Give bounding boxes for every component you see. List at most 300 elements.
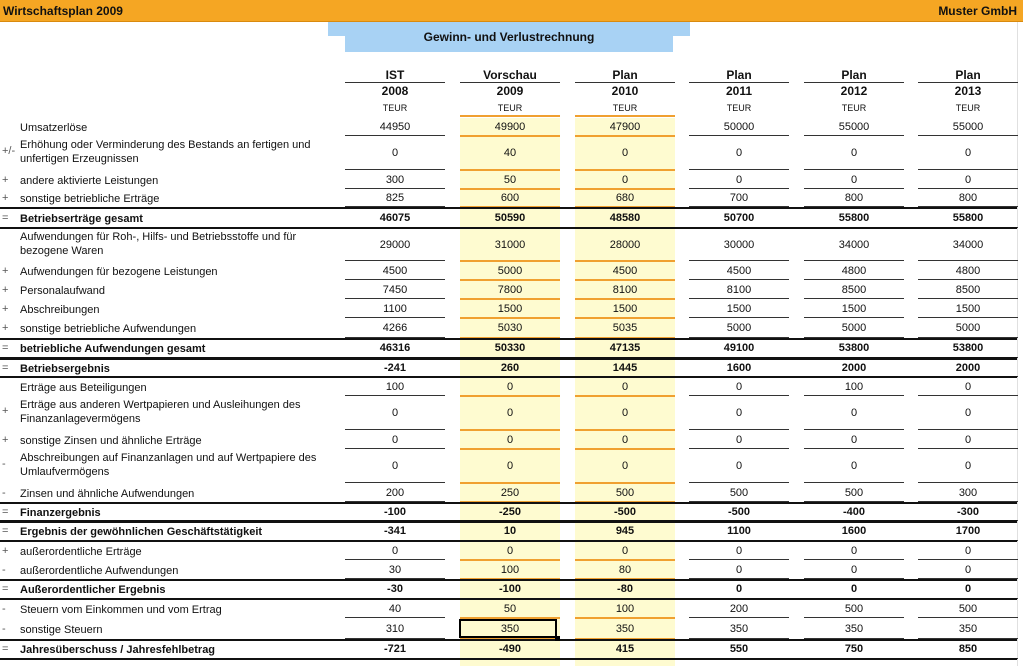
table-row (0, 484, 1017, 503)
cell-rule (804, 317, 904, 318)
total-row (0, 580, 1017, 600)
value-cell[interactable]: 0 (850, 147, 858, 159)
value-cell[interactable]: 1500 (955, 303, 981, 315)
cell-rule (918, 559, 1018, 560)
value-cell[interactable]: 50000 (723, 121, 755, 133)
operator-symbol: + (2, 545, 9, 557)
value-cell[interactable]: 350 (729, 623, 749, 635)
value-cell[interactable]: 0 (850, 564, 858, 576)
value-cell[interactable]: 30000 (723, 239, 755, 251)
row-label: Erhöhung oder Verminderung des Bestands an fertigen und unfertigen Erzeugnissen (20, 139, 311, 165)
table-row (0, 450, 1017, 484)
cell-rule (804, 279, 904, 280)
value-cell[interactable]: 0 (735, 564, 743, 576)
cell-rule (345, 135, 445, 136)
value-cell[interactable]: 0 (621, 460, 629, 472)
value-cell[interactable]: 55000 (952, 121, 984, 133)
value-cell[interactable]: 1500 (612, 303, 638, 315)
value-cell[interactable]: 0 (506, 460, 514, 472)
operator-symbol: +/- (2, 145, 16, 157)
value-cell[interactable]: -721 (383, 643, 407, 655)
value-cell[interactable]: 0 (391, 147, 399, 159)
cell-rule (345, 429, 445, 430)
total-rule-bottom (0, 658, 1017, 660)
cell-rule (804, 188, 904, 189)
value-cell[interactable]: 0 (506, 434, 514, 446)
value-cell[interactable]: 1100 (727, 525, 751, 537)
value-cell[interactable]: 700 (729, 192, 749, 204)
value-cell[interactable]: 825 (385, 192, 405, 204)
operator-symbol: - (2, 564, 6, 576)
cell-rule (918, 617, 1018, 618)
value-cell[interactable]: 0 (621, 407, 629, 419)
value-cell[interactable]: 0 (850, 460, 858, 472)
column-unit: TEUR (726, 103, 752, 113)
value-cell[interactable]: 0 (391, 407, 399, 419)
value-cell[interactable]: -30 (387, 583, 403, 595)
value-cell[interactable]: 34000 (838, 239, 870, 251)
value-cell[interactable]: 53800 (838, 342, 870, 354)
total-row (0, 640, 1017, 660)
cell-rule (804, 617, 904, 618)
value-cell[interactable]: 0 (621, 147, 629, 159)
value-cell[interactable]: 55000 (838, 121, 870, 133)
value-cell[interactable]: 500 (729, 487, 749, 499)
operator-symbol: = (2, 342, 9, 354)
cell-rule (345, 298, 445, 299)
header-underline (918, 82, 1018, 83)
value-cell[interactable]: 850 (958, 643, 978, 655)
value-cell[interactable]: 7800 (497, 284, 523, 296)
value-cell[interactable]: 0 (850, 583, 858, 595)
value-cell[interactable]: 0 (850, 545, 858, 557)
column-unit: TEUR (612, 103, 638, 113)
cell-rule (345, 559, 445, 560)
column-year: 2008 (381, 84, 409, 98)
cell-rule (689, 429, 789, 430)
value-cell[interactable]: 53800 (952, 342, 984, 354)
value-cell[interactable]: -100 (383, 506, 407, 518)
value-cell[interactable]: 7450 (382, 284, 408, 296)
total-row (0, 503, 1017, 522)
row-label: Personalaufwand (20, 285, 106, 297)
value-cell[interactable]: 0 (735, 174, 743, 186)
value-cell[interactable]: 100 (385, 381, 405, 393)
row-label: Betriebserträge gesamt (20, 213, 143, 225)
value-cell[interactable]: 50590 (494, 212, 526, 224)
value-cell[interactable]: 1600 (841, 525, 867, 537)
header-underline (345, 82, 445, 83)
value-cell[interactable]: 0 (621, 545, 629, 557)
row-label: andere aktivierte Leistungen (20, 175, 159, 187)
value-cell[interactable]: 800 (844, 192, 864, 204)
value-cell[interactable]: 260 (500, 362, 520, 374)
value-cell[interactable]: 46075 (379, 212, 411, 224)
cell-rule (689, 395, 789, 396)
value-cell[interactable]: 55800 (838, 212, 870, 224)
value-cell[interactable]: 4800 (955, 265, 981, 277)
operator-symbol: - (2, 603, 6, 615)
value-cell[interactable]: 800 (958, 192, 978, 204)
value-cell[interactable]: 50330 (494, 342, 526, 354)
column-year: 2009 (496, 84, 524, 98)
value-cell[interactable]: 0 (735, 407, 743, 419)
value-cell[interactable]: 0 (391, 460, 399, 472)
cell-rule (918, 135, 1018, 136)
row-label: Umsatzerlöse (20, 122, 88, 134)
sheet-title: Wirtschaftsplan 2009 (3, 4, 123, 18)
value-cell[interactable]: 310 (385, 623, 405, 635)
operator-symbol: = (2, 362, 9, 374)
value-cell[interactable]: 1500 (841, 303, 867, 315)
value-cell[interactable]: 0 (964, 174, 972, 186)
value-cell[interactable]: 0 (735, 381, 743, 393)
value-cell[interactable]: -250 (498, 506, 522, 518)
value-cell[interactable]: 0 (735, 434, 743, 446)
value-cell[interactable]: 5000 (841, 322, 867, 334)
cell-rule (345, 188, 445, 189)
table-row (0, 171, 1017, 190)
value-cell[interactable]: -80 (617, 583, 633, 595)
value-cell[interactable]: 0 (506, 407, 514, 419)
value-cell[interactable]: 0 (735, 147, 743, 159)
value-cell[interactable]: 34000 (952, 239, 984, 251)
header-underline (575, 82, 675, 83)
value-cell[interactable]: 4800 (841, 265, 867, 277)
value-cell[interactable]: 600 (500, 192, 520, 204)
value-cell[interactable]: 945 (615, 525, 635, 537)
table-row (0, 319, 1017, 339)
table-row (0, 229, 1017, 262)
value-cell[interactable]: 1100 (383, 303, 407, 315)
cell-rule (345, 260, 445, 261)
row-label: betriebliche Aufwendungen gesamt (20, 343, 206, 355)
cell-rule (918, 395, 1018, 396)
value-cell[interactable]: 550 (729, 643, 749, 655)
value-cell[interactable]: 100 (500, 564, 520, 576)
value-cell[interactable]: 415 (615, 643, 635, 655)
operator-symbol: - (2, 487, 6, 499)
cell-rule (918, 482, 1018, 483)
value-cell[interactable]: 0 (391, 545, 399, 557)
column-label: Plan (726, 68, 752, 82)
value-cell[interactable]: 2000 (955, 362, 981, 374)
value-cell[interactable]: 300 (958, 487, 978, 499)
total-rule-top (0, 521, 1017, 523)
selected-cell[interactable] (459, 619, 557, 638)
value-cell[interactable]: -500 (613, 506, 637, 518)
value-cell[interactable]: -341 (383, 525, 407, 537)
value-cell[interactable]: 8500 (841, 284, 867, 296)
value-cell[interactable]: 0 (964, 147, 972, 159)
total-rule-top (0, 502, 1017, 504)
statement-title: Gewinn- und Verlustrechnung (423, 30, 595, 44)
value-cell[interactable]: 0 (850, 174, 858, 186)
cell-rule (689, 135, 789, 136)
value-cell[interactable]: 29000 (379, 239, 411, 251)
total-rule-top (0, 639, 1017, 641)
value-cell[interactable]: 0 (506, 545, 514, 557)
total-row (0, 208, 1017, 229)
header-underline (804, 82, 904, 83)
value-cell[interactable]: 5000 (497, 265, 523, 277)
value-cell[interactable]: 47900 (609, 121, 641, 133)
value-cell[interactable]: -100 (498, 583, 522, 595)
value-cell[interactable]: 680 (615, 192, 635, 204)
row-label: Ergebnis der gewöhnlichen Geschäftstätigkeit (20, 526, 263, 538)
value-cell[interactable]: 30 (388, 564, 402, 576)
table-row (0, 397, 1017, 431)
row-label: Erträge aus Beteiligungen (20, 382, 147, 394)
value-cell[interactable]: 80 (618, 564, 632, 576)
table-row (0, 561, 1017, 580)
value-cell[interactable]: 350 (844, 623, 864, 635)
operator-symbol: - (2, 458, 6, 470)
cell-rule (804, 169, 904, 170)
value-cell[interactable]: -241 (383, 362, 407, 374)
value-cell[interactable]: 31000 (494, 239, 526, 251)
value-cell[interactable]: 50 (503, 174, 517, 186)
row-label: Abschreibungen (20, 304, 100, 316)
value-cell[interactable]: 200 (385, 487, 405, 499)
value-cell[interactable]: 0 (964, 434, 972, 446)
value-cell[interactable]: 0 (735, 545, 743, 557)
table-row (0, 300, 1017, 319)
orange-rule (460, 115, 560, 117)
cell-rule (345, 395, 445, 396)
cell-rule (345, 279, 445, 280)
operator-symbol: + (2, 405, 9, 417)
value-cell[interactable]: 0 (964, 381, 972, 393)
row-label: Aufwendungen für bezogene Leistungen (20, 266, 218, 278)
value-cell[interactable]: -490 (498, 643, 522, 655)
operator-symbol: = (2, 506, 9, 518)
row-label: Finanzergebnis (20, 507, 101, 519)
row-label: sonstige Steuern (20, 624, 103, 636)
value-cell[interactable]: 0 (735, 460, 743, 472)
operator-symbol: + (2, 174, 9, 186)
operator-symbol: = (2, 212, 9, 224)
value-cell[interactable]: 46316 (379, 342, 411, 354)
column-label: Vorschau (483, 68, 537, 82)
cell-rule (804, 482, 904, 483)
column-label: IST (385, 68, 405, 82)
value-cell[interactable]: 55800 (952, 212, 984, 224)
value-cell[interactable]: 4266 (382, 322, 408, 334)
cell-rule (804, 448, 904, 449)
total-row (0, 339, 1017, 359)
value-cell[interactable]: 48580 (609, 212, 641, 224)
value-cell[interactable]: 2000 (841, 362, 867, 374)
table-row (0, 431, 1017, 450)
value-cell[interactable]: 8100 (726, 284, 752, 296)
value-cell[interactable]: 350 (958, 623, 978, 635)
value-cell[interactable]: -300 (956, 506, 980, 518)
row-label: Erträge aus anderen Wertpapieren und Ausleihungen des Finanzanlagevermögens (20, 399, 301, 425)
row-label: Abschreibungen auf Finanzanlagen und auf Wertpapiere des Umlaufvermögens (20, 452, 317, 478)
operator-symbol: = (2, 525, 9, 537)
total-rule-top (0, 579, 1017, 581)
cell-rule (804, 429, 904, 430)
value-cell[interactable]: 10 (503, 525, 517, 537)
cell-rule (689, 448, 789, 449)
table-row (0, 542, 1017, 561)
operator-symbol: + (2, 434, 9, 446)
cell-rule (689, 317, 789, 318)
value-cell[interactable]: 4500 (612, 265, 638, 277)
value-cell[interactable]: -500 (727, 506, 751, 518)
table-row (0, 118, 1017, 137)
table-row (0, 262, 1017, 281)
value-cell[interactable]: 750 (844, 643, 864, 655)
row-label: sonstige betriebliche Erträge (20, 193, 160, 205)
column-year: 2013 (954, 84, 982, 98)
cell-rule (918, 429, 1018, 430)
value-cell[interactable]: 0 (964, 564, 972, 576)
value-cell[interactable]: -400 (842, 506, 866, 518)
cell-rule (918, 317, 1018, 318)
value-cell[interactable]: 40 (503, 147, 517, 159)
value-cell[interactable]: 0 (850, 407, 858, 419)
operator-symbol: + (2, 322, 9, 334)
operator-symbol: + (2, 284, 9, 296)
row-label: sonstige betriebliche Aufwendungen (20, 323, 197, 335)
value-cell[interactable]: 350 (500, 623, 520, 635)
title-bar (0, 0, 1023, 22)
value-cell[interactable]: 4500 (382, 265, 408, 277)
header-underline (689, 82, 789, 83)
value-cell[interactable]: 500 (958, 603, 978, 615)
operator-symbol: - (2, 623, 6, 635)
value-cell[interactable]: 1600 (726, 362, 752, 374)
table-row (0, 190, 1017, 208)
row-label: Außerordentlicher Ergebnis (20, 584, 166, 596)
operator-symbol: + (2, 192, 9, 204)
cell-rule (918, 279, 1018, 280)
value-cell[interactable]: 0 (391, 434, 399, 446)
cell-rule (689, 279, 789, 280)
total-row (0, 522, 1017, 542)
value-cell[interactable]: 0 (850, 434, 858, 446)
row-label: Betriebsergebnis (20, 363, 110, 375)
value-cell[interactable]: 40 (388, 603, 402, 615)
value-cell[interactable]: 0 (621, 174, 629, 186)
table-row (0, 600, 1017, 619)
column-year: 2012 (840, 84, 868, 98)
value-cell[interactable]: 350 (615, 623, 635, 635)
value-cell[interactable]: 5035 (612, 322, 638, 334)
cell-rule (345, 617, 445, 618)
cell-rule (804, 298, 904, 299)
row-label: Zinsen und ähnliche Aufwendungen (20, 488, 195, 500)
value-cell[interactable]: 5000 (726, 322, 752, 334)
company-name: Muster GmbH (938, 4, 1017, 18)
fill-handle[interactable] (555, 636, 560, 641)
total-rule-top (0, 358, 1017, 360)
value-cell[interactable]: 100 (844, 381, 864, 393)
value-cell[interactable]: 0 (964, 460, 972, 472)
value-cell[interactable]: 49900 (494, 121, 526, 133)
column-year: 2011 (725, 84, 753, 98)
operator-symbol: + (2, 265, 9, 277)
header-underline (460, 82, 560, 83)
table-row (0, 137, 1017, 171)
column-label: Plan (612, 68, 638, 82)
cell-rule (345, 317, 445, 318)
value-cell[interactable]: 0 (964, 407, 972, 419)
value-cell[interactable]: 300 (385, 174, 405, 186)
row-label: außerordentliche Erträge (20, 546, 142, 558)
value-cell[interactable]: 8100 (612, 284, 638, 296)
value-cell[interactable]: 500 (844, 603, 864, 615)
cell-rule (345, 482, 445, 483)
value-cell[interactable]: 250 (500, 487, 520, 499)
cell-rule (918, 169, 1018, 170)
row-label: außerordentliche Aufwendungen (20, 565, 179, 577)
value-cell[interactable]: 0 (621, 434, 629, 446)
value-cell[interactable]: 0 (735, 583, 743, 595)
column-unit: TEUR (382, 103, 408, 113)
value-cell[interactable]: 44950 (379, 121, 411, 133)
value-cell[interactable]: 0 (621, 381, 629, 393)
cell-rule (918, 298, 1018, 299)
cell-rule (689, 188, 789, 189)
cell-rule (804, 559, 904, 560)
row-label: Aufwendungen für Roh-, Hilfs- und Betriebsstoffe und für bezogene Waren (20, 231, 297, 257)
value-cell[interactable]: 200 (729, 603, 749, 615)
value-cell[interactable]: 1445 (612, 362, 638, 374)
value-cell[interactable]: 5030 (497, 322, 523, 334)
table-row (0, 378, 1017, 397)
value-cell[interactable]: 100 (615, 603, 635, 615)
value-cell[interactable]: 1700 (955, 525, 981, 537)
total-rule-top (0, 338, 1017, 340)
column-unit: TEUR (841, 103, 867, 113)
row-label: Steuern vom Einkommen und vom Ertrag (20, 604, 222, 616)
column-unit: TEUR (497, 103, 523, 113)
cell-rule (345, 448, 445, 449)
value-cell[interactable]: 28000 (609, 239, 641, 251)
value-cell[interactable]: 1500 (726, 303, 752, 315)
value-cell[interactable]: 47135 (609, 342, 641, 354)
cell-rule (918, 448, 1018, 449)
operator-symbol: = (2, 643, 9, 655)
table-row (0, 281, 1017, 300)
value-cell[interactable]: 0 (964, 545, 972, 557)
cell-rule (689, 260, 789, 261)
row-label: Jahresüberschuss / Jahresfehlbetrag (20, 644, 216, 656)
column-year: 2010 (611, 84, 639, 98)
value-cell[interactable]: 500 (615, 487, 635, 499)
value-cell[interactable]: 500 (844, 487, 864, 499)
value-cell[interactable]: 0 (506, 381, 514, 393)
value-cell[interactable]: 50 (503, 603, 517, 615)
value-cell[interactable]: 5000 (955, 322, 981, 334)
value-cell[interactable]: 50700 (723, 212, 755, 224)
row-label: sonstige Zinsen und ähnliche Erträge (20, 435, 202, 447)
value-cell[interactable]: 0 (964, 583, 972, 595)
total-rule-top (0, 207, 1017, 209)
column-label: Plan (955, 68, 981, 82)
value-cell[interactable]: 49100 (723, 342, 755, 354)
cell-rule (689, 482, 789, 483)
cell-rule (804, 135, 904, 136)
value-cell[interactable]: 1500 (497, 303, 523, 315)
value-cell[interactable]: 4500 (726, 265, 752, 277)
cell-rule (689, 617, 789, 618)
value-cell[interactable]: 8500 (955, 284, 981, 296)
cell-rule (918, 188, 1018, 189)
